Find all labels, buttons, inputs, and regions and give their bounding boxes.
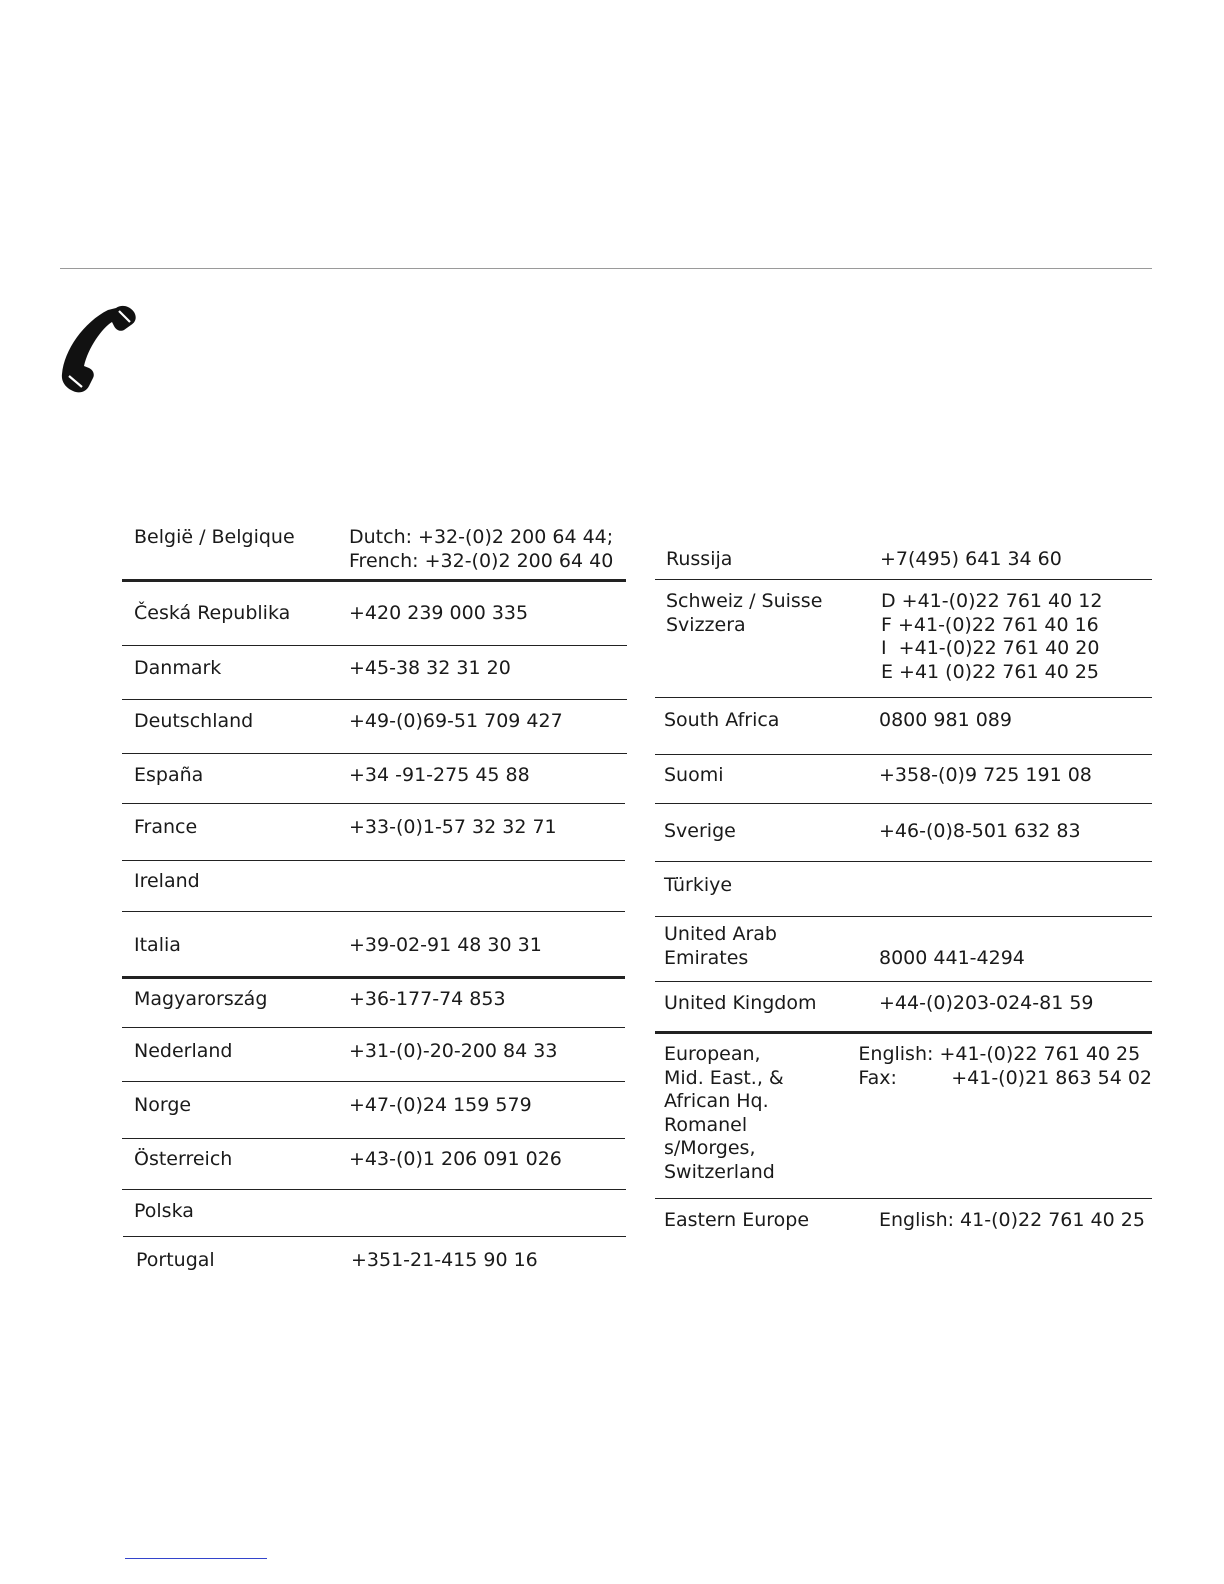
table-row — [655, 804, 1152, 861]
country-name: Ireland — [134, 870, 200, 892]
country-name: Sverige — [664, 820, 736, 842]
table-row — [655, 516, 1152, 579]
phone-number: 0800 981 089 — [879, 709, 1012, 731]
phone-number: Dutch: +32-(0)2 200 64 44; French: +32-(0)2 200 64 40 — [349, 526, 614, 572]
country-name: Česká Republika — [134, 602, 291, 624]
country-name: Österreich — [134, 1148, 233, 1170]
phone-number: English: +41-(0)22 761 40 25 Fax: +41-(0)21 863 54 02 — [858, 1043, 1152, 1089]
country-name: Suomi — [664, 764, 724, 786]
table-row — [655, 698, 1152, 754]
country-name: Schweiz / Suisse Svizzera — [666, 590, 823, 636]
table-row — [122, 700, 626, 753]
phone-number: +44-(0)203-024-81 59 — [879, 992, 1094, 1014]
phone-number: +39-02-91 48 30 31 — [349, 934, 542, 956]
table-row — [122, 754, 626, 803]
phone-number: +36-177-74 853 — [349, 988, 506, 1010]
phone-number: +34 -91-275 45 88 — [349, 764, 530, 786]
country-name: Eastern Europe — [664, 1209, 810, 1231]
table-row — [122, 582, 626, 645]
table-row — [122, 646, 626, 699]
phone-number: +351-21-415 90 16 — [351, 1249, 538, 1271]
table-row — [122, 1190, 626, 1236]
table-row — [122, 1139, 626, 1189]
country-name: België / Belgique — [134, 526, 295, 548]
country-name: South Africa — [664, 709, 780, 731]
country-name: Deutschland — [134, 710, 254, 732]
country-name: United Arab Emirates — [664, 923, 777, 969]
table-row — [122, 1082, 626, 1138]
country-name: Italia — [134, 934, 181, 956]
table-row — [655, 1034, 1152, 1198]
table-row — [655, 917, 1152, 981]
phone-number: D +41-(0)22 761 40 12 F +41-(0)22 761 40 16 I +41-(0)22 761 40 20 E +41 (0)22 761 40 25 — [881, 590, 1103, 683]
country-name: France — [134, 816, 198, 838]
table-row — [655, 1199, 1152, 1249]
phone-number: +45-38 32 31 20 — [349, 657, 511, 679]
phone-number: +43-(0)1 206 091 026 — [349, 1148, 562, 1170]
country-name: Norge — [134, 1094, 192, 1116]
country-name: European, Mid. East., & African Hq. Romanel s/Morges, Switzerland — [664, 1043, 784, 1183]
country-name: Nederland — [134, 1040, 233, 1062]
telephone-handset-icon — [58, 302, 140, 394]
header-divider — [60, 268, 1152, 269]
table-row — [655, 862, 1152, 916]
phone-number: English: 41-(0)22 761 40 25 — [879, 1209, 1145, 1231]
table-row — [122, 804, 626, 860]
country-name: Magyarország — [134, 988, 268, 1010]
country-name: Russija — [666, 548, 733, 570]
phone-number: 8000 441-4294 — [879, 947, 1025, 969]
phone-number: +49-(0)69-51 709 427 — [349, 710, 563, 732]
table-row — [122, 1028, 626, 1081]
country-name: España — [134, 764, 204, 786]
phone-number: +46-(0)8-501 632 83 — [879, 820, 1081, 842]
phone-number: +358-(0)9 725 191 08 — [879, 764, 1092, 786]
country-name: Portugal — [136, 1249, 215, 1271]
table-row — [122, 516, 626, 579]
country-name: United Kingdom — [664, 992, 817, 1014]
phone-number: +33-(0)1-57 32 32 71 — [349, 816, 557, 838]
phone-number: +31-(0)-20-200 84 33 — [349, 1040, 558, 1062]
footnote-divider — [125, 1558, 267, 1559]
table-row — [122, 861, 626, 911]
table-row — [122, 1237, 626, 1287]
table-row — [122, 912, 626, 976]
table-row — [122, 979, 626, 1027]
country-name: Polska — [134, 1200, 194, 1222]
phone-number: +47-(0)24 159 579 — [349, 1094, 532, 1116]
phone-number: +7(495) 641 34 60 — [880, 548, 1062, 570]
table-row — [655, 982, 1152, 1031]
country-name: Danmark — [134, 657, 222, 679]
country-name: Türkiye — [664, 874, 733, 896]
table-row — [655, 580, 1152, 697]
table-row — [655, 755, 1152, 803]
contacts-table-right — [655, 516, 1152, 1249]
phone-number: +420 239 000 335 — [349, 602, 529, 624]
contacts-table-left — [122, 516, 626, 1287]
